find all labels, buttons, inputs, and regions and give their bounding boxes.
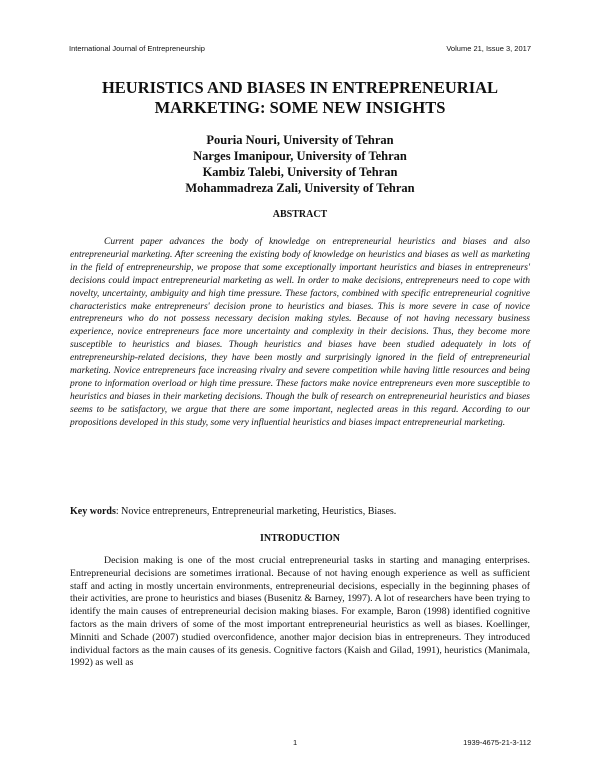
keywords-text: : Novice entrepreneurs, Entrepreneurial marketing, Heuristics, Biases. [115, 506, 397, 517]
introduction-text: Decision making is one of the most crucial entrepreneurial tasks in starting and managing enterprises. Entrepreneurial decisions are sometimes irrational. Because of not having enough experience as well as sufficient staff and acting in mostly uncertain environments, entrepreneurial decisions, especially in the beginning phases of their activities, are prone to heuristics and biases (Busenitz & Barney, 1997). A lot of researchers have been trying to identify the main causes of entrepreneurial decision making biases. For example, Baron (1998) identified cognitive factors as the main drivers of some of the most important entrepreneurial heuristics as well as biases. Koellinger, Minniti and Schade (2007) studied overconfidence, another major decision bias in entrepreneurs. They introduced individual factors as the main causes of its genesis. Cognitive factors (Kaish and Gilad, 1991), heuristics (Manimala, 1992) as well as [70, 555, 530, 669]
introduction-heading: INTRODUCTION [259, 533, 340, 544]
keywords [70, 506, 530, 517]
page-number: 1 [293, 738, 298, 747]
abstract-heading: ABSTRACT [272, 209, 328, 220]
journal-name: International Journal of Entrepreneurship [69, 44, 205, 53]
keywords-label: Key words [70, 506, 116, 517]
abstract-text: Current paper advances the body of knowledge on entrepreneurial heuristics and biases and also entrepreneurial marketing. After screening the existing body of knowledge on heuristics and biases as well as marketing in the field of entrepreneurship, we propose that some exceptionally important heuristics and biases in entrepreneurs' decisions could impact entrepreneurial marketing as well. In order to make decisions, entrepreneurs need to cope with novelty, uncertainty, ambiguity and high time pressure. These factors, combined with specific entrepreneurial cognitive characteristics make entrepreneurs' decision prone to heuristics and biases. This is more severe in case of novice entrepreneurs who do not possess necessary decision making styles. Because of not having necessary business experience, novice entrepreneurs face more uncertainty and complexity in their decisions. Thus, they become more susceptible to heuristics and biases. Though heuristics and biases have been studied adequately in lots of entrepreneurship-related decisions, they have been mostly and surprisingly ignored in the field of entrepreneurial marketing. Novice entrepreneurs face increasing rivalry and severe competition while having little resources and being prone to information overload or high time pressure. These factors make novice entrepreneurs even more susceptible to heuristics and biases in their marketing decisions. Though the bulk of research on entrepreneurial heuristics and biases seems to be satisfactory, we argue that there are some important, neglected areas in this regard. According to our propositions developed in this study, some very influential heuristics and biases impact entrepreneurial marketing. [70, 237, 530, 428]
paper-title: HEURISTICS AND BIASES IN ENTREPRENEURIAL MARKETING: SOME NEW INSIGHTS [101, 78, 499, 117]
author-2: Narges Imanipour, University of Tehran [193, 149, 407, 163]
issue-info: Volume 21, Issue 3, 2017 [446, 44, 531, 53]
author-4: Mohammadreza Zali, University of Tehran [185, 181, 415, 195]
author-list [60, 132, 540, 196]
running-header [69, 44, 531, 53]
author-1: Pouria Nouri, University of Tehran [206, 133, 394, 147]
issn-code: 1939-4675-21-3-112 [463, 738, 531, 747]
author-3: Kambiz Talebi, University of Tehran [202, 165, 398, 179]
